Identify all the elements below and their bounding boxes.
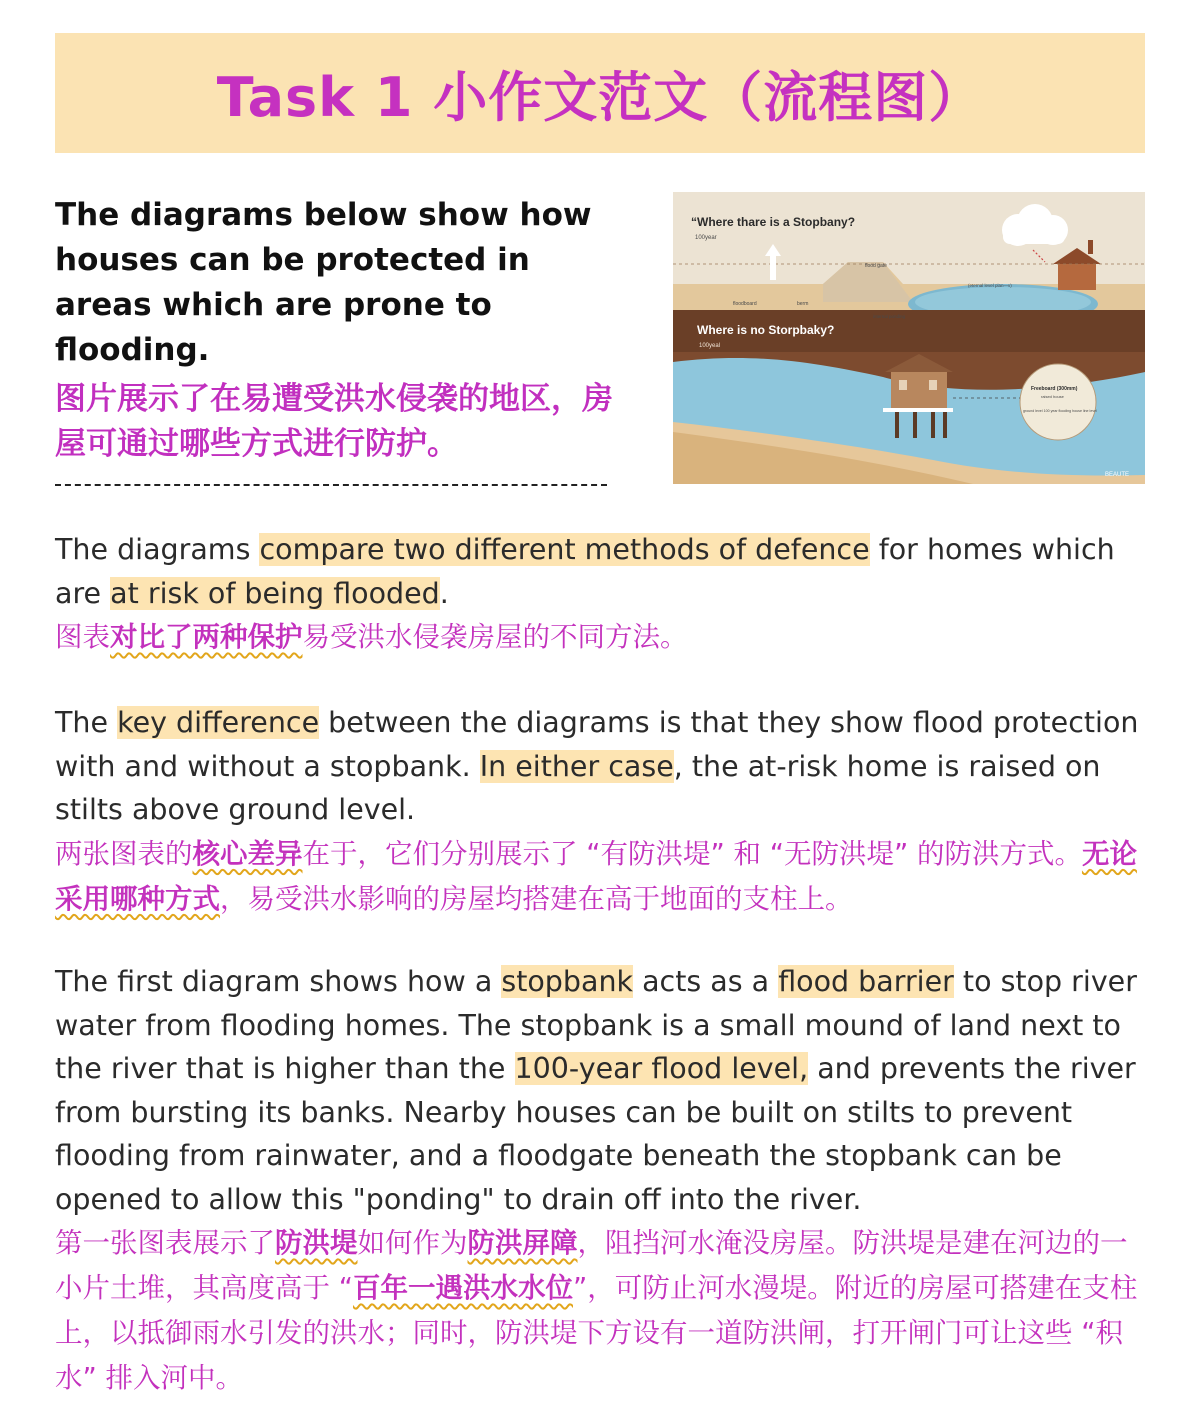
highlight: 100-year flood level, xyxy=(514,1052,809,1085)
emphasis: 核心差异 xyxy=(192,837,303,870)
label-floodboard: floodboard xyxy=(733,301,757,307)
label-level-note: ground level 100 year flooding house line level xyxy=(1023,409,1097,413)
highlight: In either case xyxy=(479,749,674,783)
figure-sub-bottom: 100yeal xyxy=(699,343,721,349)
paragraph-1 xyxy=(55,528,1150,660)
paragraph-2-en: The key difference between the diagrams is that they show flood protection with and without a stopbank. In either case, the at-risk home is raised on stilts above ground level. xyxy=(55,706,1139,826)
figure-sub-top: 100year xyxy=(695,235,717,241)
highlight: compare two different methods of defence xyxy=(259,533,870,566)
figure-title-bottom: Where is no Storpbaky? xyxy=(697,323,835,337)
highlight: at risk of being flooded xyxy=(110,576,440,610)
paragraph-3-en: The first diagram shows how a stopbank acts as a flood barrier to stop river water from flooding homes. The stopbank is a small mound of land next to the river that is higher than the 100-year flood level, and prevents the river from bursting its banks. Nearby houses can be built on stilts to prevent flooding from rainwater, and a floodgate beneath the stopbank can be opened to allow this "ponding" to drain off into the river. xyxy=(55,965,1137,1216)
paragraph-1-cn: 图表对比了两种保护易受洪水侵袭房屋的不同方法。 xyxy=(55,621,688,653)
task-prompt-en: The diagrams below show how houses can be protected in areas which are prone to flooding. xyxy=(55,197,592,368)
emphasis: 防洪屏障 xyxy=(467,1227,578,1259)
paragraph-1-en: The diagrams compare two different methods of defence for homes which are at risk of being flooded. xyxy=(55,533,1115,610)
figure-title-top: “Where thare is a Stopbany? xyxy=(691,215,856,229)
page-title: Task 1 小作文范文（流程图） xyxy=(216,65,984,129)
emphasis: 百年一遇洪水水位 xyxy=(353,1272,573,1304)
label-freeboard: Freeboard (300mm) xyxy=(1031,386,1078,392)
paragraph-2 xyxy=(55,701,1150,922)
paragraph-3 xyxy=(55,960,1150,1401)
flood-diagram-image xyxy=(673,192,1145,484)
label-berm: berm xyxy=(797,301,809,307)
highlight: stopbank xyxy=(501,965,634,998)
highlight: flood barrier xyxy=(778,965,954,998)
title-banner xyxy=(55,33,1145,153)
paragraph-2-cn: 两张图表的核心差异在于，它们分别展示了 “有防洪堤” 和 “无防洪堤” 的防洪方式。无论采用哪种方式，易受洪水影响的房屋均搭建在高于地面的支柱上。 xyxy=(55,837,1137,915)
label-floodgate: flood gate xyxy=(865,263,887,269)
label-freeboard-sub: raised house xyxy=(1041,394,1064,399)
task-prompt-cn: 图片展示了在易遭受洪水侵袭的地区，房屋可通过哪些方式进行防护。 xyxy=(55,381,613,462)
figure-credit: BEAUTE xyxy=(1105,472,1130,478)
emphasis: 对比了两种保护 xyxy=(110,621,303,653)
emphasis: 防洪堤 xyxy=(275,1227,358,1259)
highlight: key difference xyxy=(117,706,320,739)
paragraph-3-cn: 第一张图表展示了防洪堤如何作为防洪屏障，阻挡河水淹没房屋。防洪堤是建在河边的一小片土堆，其高度高于 “百年一遇洪水水位”，可防止河水漫堤。附近的房屋可搭建在支柱上，以抵御雨水引发的洪水；同时，防洪堤下方设有一道防洪闸，打开闸门可让这些 “积水” 排入河中。 xyxy=(55,1227,1138,1394)
dashed-divider xyxy=(55,484,607,486)
emphasis: 无论采用哪种方式 xyxy=(55,837,1137,915)
flood-diagram-illustration xyxy=(673,192,1145,484)
label-ponding: internal ponding xyxy=(873,314,906,319)
label-level: (eternal level plan—v) xyxy=(968,283,1012,288)
